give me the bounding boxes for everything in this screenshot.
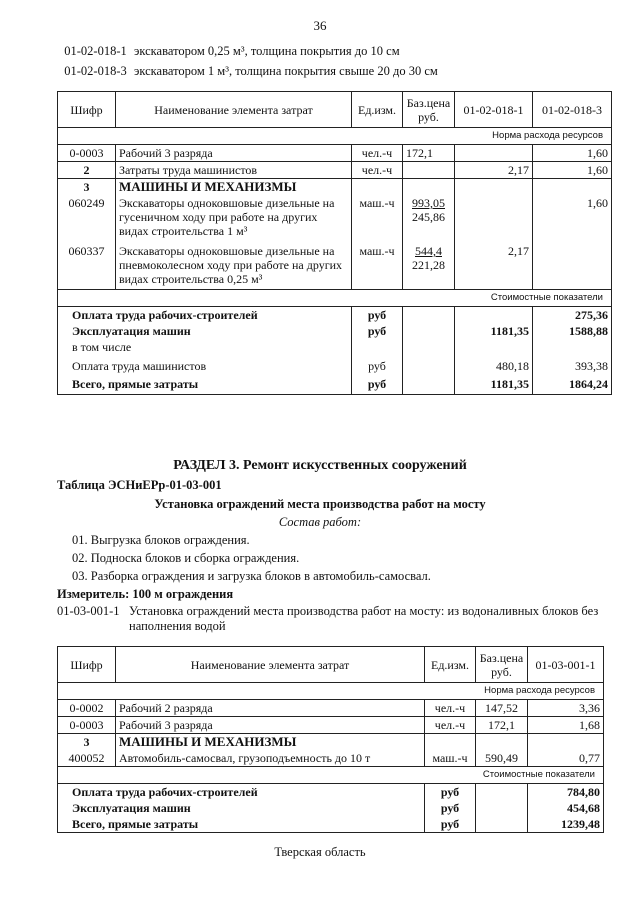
row-unit: чел.-ч [352, 162, 403, 179]
table-row [58, 179, 612, 196]
row-name: Рабочий 2 разряда [116, 700, 425, 717]
total-v1: 480,18 [455, 355, 533, 374]
header-price: Баз.цена руб. [476, 647, 528, 683]
row-code: 0-0003 [58, 717, 116, 734]
operation-item: 01. Выгрузка блоков ограждения. [72, 533, 250, 547]
row-price [403, 162, 455, 179]
price-bottom: 221,28 [412, 258, 445, 272]
row-price: 172,1 [403, 145, 455, 162]
header-col1: 01-02-018-1 [455, 92, 533, 128]
total-unit: руб [352, 374, 403, 395]
total-row [58, 355, 612, 374]
row-name: Экскаваторы одноковшовые дизельные на гусеничном ходу при работе на других видах строительства 1 м³ [116, 195, 352, 239]
code: 01-02-018-3 [64, 64, 127, 78]
row-v1: 2,17 [455, 239, 533, 289]
total-v1: 1181,35 [455, 323, 533, 339]
table-label: Таблица ЭСНиЕРр-01-03-001 [57, 478, 222, 492]
table-row [58, 145, 612, 162]
header-code: Шифр [58, 92, 116, 128]
row-v2: 1,60 [533, 162, 612, 179]
header-price: Баз.цена руб. [403, 92, 455, 128]
top-code-line-1 [57, 44, 400, 59]
table-row [58, 195, 612, 239]
row-unit: чел.-ч [352, 145, 403, 162]
total-name: Всего, прямые затраты [58, 374, 352, 395]
total-unit: руб [425, 816, 476, 833]
total-v1 [455, 339, 533, 355]
row-code: 060249 [58, 195, 116, 239]
row-v1: 0,77 [528, 750, 604, 767]
description [57, 604, 599, 634]
total-name: Оплата труда рабочих-строителей [58, 784, 425, 801]
total-name: Эксплуатация машин [58, 323, 352, 339]
total-name: Эксплуатация машин [58, 800, 425, 816]
page-number: 36 [313, 18, 327, 33]
row-unit: маш.-ч [352, 195, 403, 239]
row-v2: 1,60 [533, 195, 612, 239]
table-row [58, 717, 604, 734]
total-v1: 784,80 [528, 784, 604, 801]
header-unit: Ед.изм. [425, 647, 476, 683]
row-code: 2 [58, 162, 116, 179]
row-unit: чел.-ч [425, 717, 476, 734]
table-row [58, 162, 612, 179]
header-name: Наименование элемента затрат [116, 92, 352, 128]
section-title: РАЗДЕЛ 3. Ремонт искусственных сооружений [173, 458, 467, 473]
total-row [58, 339, 612, 355]
row-name: МАШИНЫ И МЕХАНИЗМЫ [116, 179, 352, 196]
total-v2: 275,36 [533, 306, 612, 323]
code: 01-02-018-1 [64, 44, 127, 58]
row-v2 [533, 239, 612, 289]
row-v1: 2,17 [455, 162, 533, 179]
header-unit: Ед.изм. [352, 92, 403, 128]
row-name: Экскаваторы одноковшовые дизельные на пневмоколесном ходу при работе на других видах строительства 0,25 м³ [116, 239, 352, 289]
total-row [58, 306, 612, 323]
total-row [58, 323, 612, 339]
table-header-row [58, 92, 612, 128]
row-unit: маш.-ч [352, 239, 403, 289]
header-code: Шифр [58, 647, 116, 683]
footer-region: Тверская область [274, 845, 366, 859]
top-code-line-2 [57, 64, 438, 79]
row-price: 147,52 [476, 700, 528, 717]
work-title: Установка ограждений места производства работ на мосту [154, 497, 486, 511]
total-unit: руб [425, 784, 476, 801]
row-code: 0-0003 [58, 145, 116, 162]
operation-item: 03. Разборка ограждения и загрузка блоков в автомобиль-самосвал. [72, 569, 431, 583]
total-name: Оплата труда машинистов [58, 355, 352, 374]
row-code: 0-0002 [58, 700, 116, 717]
row-code: 400052 [58, 750, 116, 767]
row-unit: чел.-ч [425, 700, 476, 717]
row-price: 172,1 [476, 717, 528, 734]
cost-label: Стоимостные показатели [58, 767, 604, 784]
total-unit: руб [352, 323, 403, 339]
row-v1: 1,68 [528, 717, 604, 734]
price-top: 544,4 [415, 244, 442, 258]
row-v1 [455, 145, 533, 162]
table-header-row [58, 647, 604, 683]
table-row [58, 750, 604, 767]
total-name: Всего, прямые затраты [58, 816, 425, 833]
row-code: 3 [58, 179, 116, 196]
row-name: МАШИНЫ И МЕХАНИЗМЫ [116, 734, 425, 751]
total-v1: 1181,35 [455, 374, 533, 395]
cost-label: Стоимостные показатели [58, 289, 612, 306]
total-unit: руб [425, 800, 476, 816]
row-code: 3 [58, 734, 116, 751]
code-text: экскаватором 0,25 м³, толщина покрытия до 10 см [134, 44, 400, 58]
price-bottom: 245,86 [412, 210, 445, 224]
row-name: Рабочий 3 разряда [116, 145, 352, 162]
total-v1 [455, 306, 533, 323]
measure: Измеритель: 100 м ограждения [57, 587, 234, 601]
row-v1 [455, 195, 533, 239]
header-name: Наименование элемента затрат [116, 647, 425, 683]
total-unit: руб [352, 306, 403, 323]
resource-table-1 [57, 91, 612, 395]
header-col1: 01-03-001-1 [528, 647, 604, 683]
table-row [58, 239, 612, 289]
total-v2: 1588,88 [533, 323, 612, 339]
total-row [58, 374, 612, 395]
total-v2 [533, 339, 612, 355]
description-text: Установка ограждений места производства работ на мосту: из водоналивных блоков без наполнения водой [129, 604, 599, 633]
operation-item: 02. Поднoска блоков и сборка ограждения. [72, 551, 300, 565]
code-text: экскаватором 1 м³, толщина покрытия свыше 20 до 30 см [134, 64, 438, 78]
total-v1: 1239,48 [528, 816, 604, 833]
total-v2: 393,38 [533, 355, 612, 374]
description-code: 01-03-001-1 [57, 604, 120, 618]
row-v2: 1,60 [533, 145, 612, 162]
table-row [58, 734, 604, 751]
total-row [58, 816, 604, 833]
total-v1: 454,68 [528, 800, 604, 816]
total-row [58, 784, 604, 801]
row-unit: маш.-ч [425, 750, 476, 767]
norm-label: Норма расхода ресурсов [58, 683, 604, 700]
total-name: Оплата труда рабочих-строителей [58, 306, 352, 323]
price-top: 993,05 [412, 196, 445, 210]
row-price: 590,49 [476, 750, 528, 767]
total-row [58, 800, 604, 816]
row-code: 060337 [58, 239, 116, 289]
row-name: Автомобиль-самосвал, грузоподъемность до 10 т [116, 750, 425, 767]
row-v1: 3,36 [528, 700, 604, 717]
total-unit [352, 339, 403, 355]
row-name: Затраты труда машинистов [116, 162, 352, 179]
total-v2: 1864,24 [533, 374, 612, 395]
total-name: в том числе [58, 339, 352, 355]
resource-table-2 [57, 646, 604, 833]
norm-label: Норма расхода ресурсов [58, 128, 612, 145]
header-col2: 01-02-018-3 [533, 92, 612, 128]
total-unit: руб [352, 355, 403, 374]
composition-title: Состав работ: [278, 515, 362, 529]
table-row [58, 700, 604, 717]
row-name: Рабочий 3 разряда [116, 717, 425, 734]
